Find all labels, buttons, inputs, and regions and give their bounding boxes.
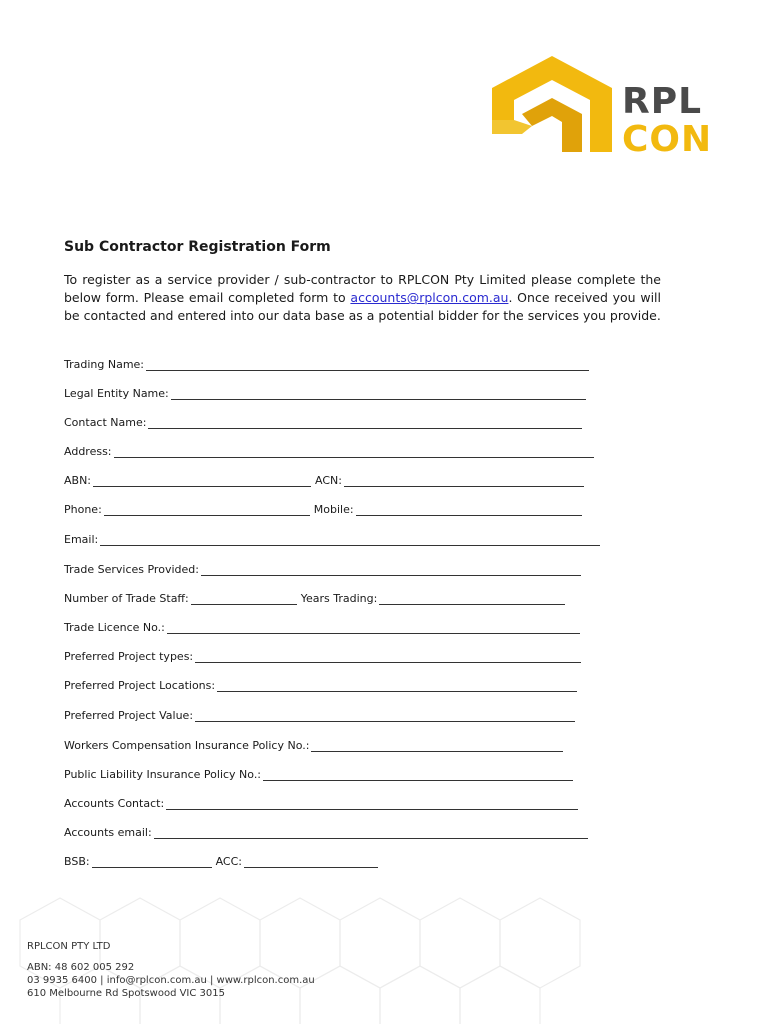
footer-company: RPLCON PTY LTD: [27, 941, 111, 952]
address-label: Address:: [64, 445, 112, 458]
field-trade-services: [64, 560, 581, 576]
trading-name-label: Trading Name:: [64, 358, 145, 371]
field-bsb-acc: [64, 852, 378, 868]
field-address: [64, 442, 594, 458]
trading-name-input[interactable]: [146, 359, 589, 371]
workers-comp-label: Workers Compensation Insurance Policy No.:: [64, 739, 310, 752]
logo-wordmark: [622, 81, 724, 160]
acn-label: ACN:: [315, 474, 342, 487]
project-locations-label: Preferred Project Locations:: [64, 679, 216, 692]
company-logo: [492, 56, 724, 158]
public-liability-input[interactable]: [263, 769, 573, 781]
accounts-email-link[interactable]: accounts@rplcon.com.au: [350, 290, 509, 306]
field-legal-entity: [64, 384, 586, 400]
legal-entity-input[interactable]: [171, 388, 586, 400]
field-trade-licence: [64, 618, 580, 634]
field-staff-years: [64, 589, 565, 605]
footer-abn: ABN: 48 602 005 292: [27, 962, 135, 973]
trade-services-input[interactable]: [201, 564, 581, 576]
address-input[interactable]: [114, 446, 594, 458]
project-value-label: Preferred Project Value:: [64, 709, 194, 722]
trade-staff-label: Number of Trade Staff:: [64, 592, 189, 605]
field-abn-acn: [64, 471, 584, 487]
form-intro: [64, 271, 661, 326]
trade-licence-label: Trade Licence No.:: [64, 621, 165, 634]
field-workers-comp: [64, 736, 563, 752]
accounts-contact-label: Accounts Contact:: [64, 797, 165, 810]
form-title: Sub Contractor Registration Form: [64, 239, 331, 255]
field-public-liability: [64, 765, 573, 781]
abn-label: ABN:: [64, 474, 92, 487]
email-input[interactable]: [100, 534, 600, 546]
project-locations-input[interactable]: [217, 680, 577, 692]
footer: [27, 940, 315, 1000]
abn-input[interactable]: [93, 475, 311, 487]
field-contact-name: [64, 413, 582, 429]
trade-staff-input[interactable]: [191, 593, 297, 605]
years-trading-label: Years Trading:: [300, 592, 378, 605]
intro-text-end: . Once received you will be contacted and entered into our data base as a potential bidder for the services you provide.: [64, 290, 661, 324]
phone-label: Phone:: [64, 503, 102, 516]
footer-contact: 03 9935 6400 | info@rplcon.com.au | www.rplcon.com.au: [27, 975, 315, 986]
workers-comp-input[interactable]: [311, 740, 563, 752]
bsb-label: BSB:: [64, 855, 90, 868]
project-types-label: Preferred Project types:: [64, 650, 194, 663]
contact-name-input[interactable]: [148, 417, 582, 429]
public-liability-label: Public Liability Insurance Policy No.:: [64, 768, 262, 781]
field-accounts-contact: [64, 794, 578, 810]
field-accounts-email: [64, 823, 588, 839]
logo-word-con: CON: [622, 119, 713, 160]
field-project-locations: [64, 676, 577, 692]
contact-name-label: Contact Name:: [64, 416, 147, 429]
project-value-input[interactable]: [195, 710, 575, 722]
acc-input[interactable]: [244, 856, 378, 868]
legal-entity-label: Legal Entity Name:: [64, 387, 169, 400]
years-trading-input[interactable]: [379, 593, 565, 605]
rplcon-logo-mark-icon: [492, 56, 616, 156]
bsb-input[interactable]: [92, 856, 212, 868]
field-project-types: [64, 647, 581, 663]
accounts-contact-input[interactable]: [166, 798, 578, 810]
intro-text-start: To register as a service provider / sub-contractor to RPLCON Pty Limited please complete the below form. Please email completed form to: [64, 272, 661, 306]
trade-services-label: Trade Services Provided:: [64, 563, 199, 576]
field-project-value: [64, 706, 575, 722]
accounts-email-input[interactable]: [154, 827, 588, 839]
trade-licence-input[interactable]: [167, 622, 580, 634]
field-phone-mobile: [64, 500, 582, 516]
acc-label: ACC:: [215, 855, 242, 868]
field-trading-name: [64, 355, 589, 371]
mobile-input[interactable]: [356, 504, 582, 516]
field-email: [64, 530, 600, 546]
mobile-label: Mobile:: [313, 503, 354, 516]
project-types-input[interactable]: [195, 651, 581, 663]
acn-input[interactable]: [344, 475, 584, 487]
accounts-email-label: Accounts email:: [64, 826, 152, 839]
email-label: Email:: [64, 533, 99, 546]
footer-address: 610 Melbourne Rd Spotswood VIC 3015: [27, 988, 225, 999]
phone-input[interactable]: [104, 504, 310, 516]
logo-word-rpl: RPL: [622, 81, 703, 122]
